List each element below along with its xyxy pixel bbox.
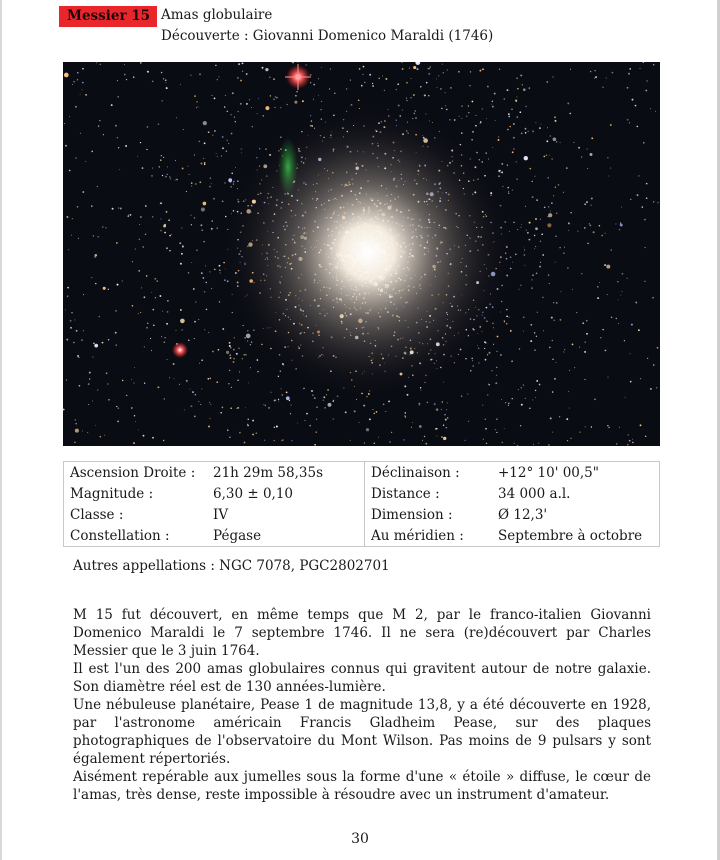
property-value: Ø 12,3'	[498, 506, 548, 523]
property-value: 34 000 a.l.	[498, 485, 571, 502]
property-label: Dimension :	[371, 506, 453, 523]
property-value: Septembre à octobre	[498, 527, 643, 544]
cluster-photo	[63, 62, 660, 446]
discovery-line: Découverte : Giovanni Domenico Maraldi (1746)	[161, 28, 494, 44]
paragraph: Aisément repérable aux jumelles sous la forme d'une « étoile » diffuse, le cœur de l'amas, très dense, reste impossible à résoudre avec un instrument d'amateur.	[73, 769, 651, 803]
description	[73, 606, 651, 804]
object-type: Amas globulaire	[161, 7, 273, 23]
property-label: Constellation :	[70, 527, 170, 544]
property-label: Au méridien :	[371, 527, 464, 544]
property-value: Pégase	[207, 525, 365, 547]
paragraph: Une nébuleuse planétaire, Pease 1 de magnitude 13,8, y a été découverte en 1928, par l'astronome américain Francis Gladheim Pease, sur des plaques photographiques de l'observatoire du Mont Wilson. Pas moins de 9 pulsars y sont également répertoriés.	[73, 697, 651, 767]
property-row	[64, 483, 660, 504]
other-names: Autres appellations : NGC 7078, PGC2802701	[73, 558, 390, 574]
property-label: Distance :	[371, 485, 440, 502]
property-row	[64, 525, 660, 547]
property-row	[64, 462, 660, 484]
property-value: 21h 29m 58,35s	[207, 462, 365, 484]
paragraph: M 15 fut découvert, en même temps que M 2, par le franco-italien Giovanni Domenico Maraldi le 7 septembre 1746. Il ne sera (re)découvert par Charles Messier que le 3 juin 1764.	[73, 607, 651, 659]
messier-badge: Messier 15	[59, 6, 157, 27]
red-star	[172, 342, 188, 358]
properties-table	[63, 461, 660, 547]
property-label: Classe :	[70, 506, 124, 523]
paragraph: Il est l'un des 200 amas globulaires connus qui gravitent autour de notre galaxie. Son diamètre réel est de 130 années-lumière.	[73, 661, 651, 695]
property-row	[64, 504, 660, 525]
property-label: Magnitude :	[70, 485, 154, 502]
property-value: 6,30 ± 0,10	[207, 483, 365, 504]
cluster-core	[218, 102, 518, 402]
property-label: Ascension Droite :	[70, 464, 196, 481]
property-label: Déclinaison :	[371, 464, 460, 481]
property-value: +12° 10' 00,5"	[498, 464, 599, 481]
property-value: IV	[207, 504, 365, 525]
page-number: 30	[351, 831, 369, 847]
page-edge	[0, 0, 2, 860]
